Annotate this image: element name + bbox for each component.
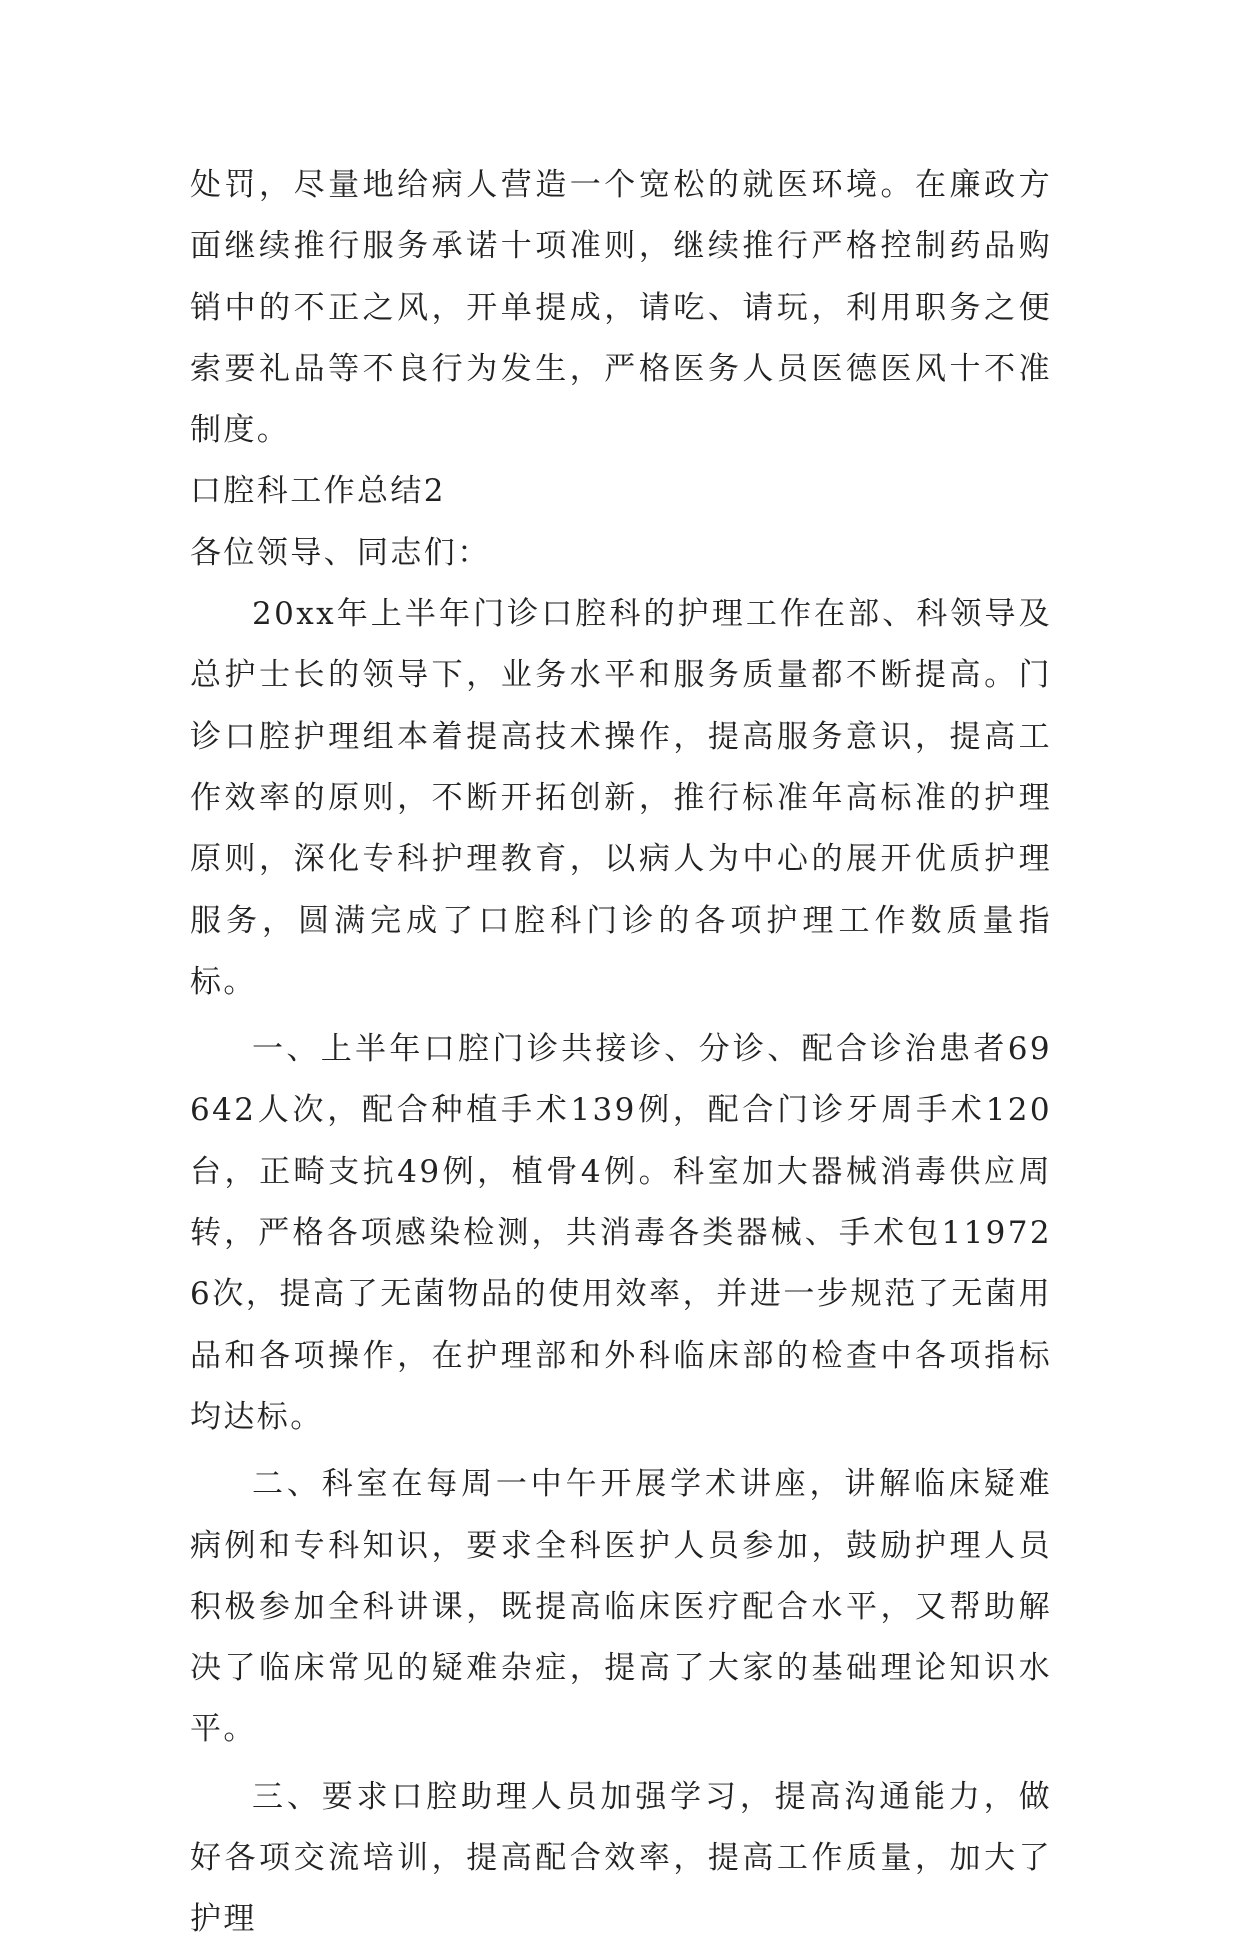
continuation-paragraph: 处罚，尽量地给病人营造一个宽松的就医环境。在廉政方面继续推行服务承诺十项准则，继续推行严格控制药品购销中的不正之风，开单提成，请吃、请玩，利用职务之便索要礼品等不良行为发生，严格医务人员医德医风十不准制度。 <box>190 167 1052 449</box>
paragraph-item-3: 三、要求口腔助理人员加强学习，提高沟通能力，做好各项交流培训，提高配合效率，提高工作质量，加大了护理 <box>190 1778 1052 1938</box>
paragraph-item-2: 二、科室在每周一中午开展学术讲座，讲解临床疑难病例和专科知识，要求全科医护人员参加，鼓励护理人员积极参加全科讲课，既提高临床医疗配合水平，又帮助解决了临床常见的疑难杂症，提高了大家的基础理论知识水平。 <box>190 1466 1052 1748</box>
section-title: 口腔科工作总结2 <box>190 473 446 510</box>
paragraph-item-1: 一、上半年口腔门诊共接诊、分诊、配合诊治患者69642人次，配合种植手术139例，配合门诊牙周手术120台，正畸支抗49例，植骨4例。科室加大器械消毒供应周转，严格各项感染检测，共消毒各类器械、手术包119726次，提高了无菌物品的使用效率，并进一步规范了无菌用品和各项操作，在护理部和外科临床部的检查中各项指标均达标。 <box>190 1031 1052 1435</box>
document-body <box>190 155 1052 1951</box>
salutation: 各位领导、同志们： <box>190 534 491 571</box>
paragraph-intro: 20xx年上半年门诊口腔科的护理工作在部、科领导及总护士长的领导下，业务水平和服务质量都不断提高。门诊口腔护理组本着提高技术操作，提高服务意识，提高工作效率的原则，不断开拓创新，推行标准年高标准的护理原则，深化专科护理教育，以病人为中心的展开优质护理服务，圆满完成了口腔科门诊的各项护理工作数质量指标。 <box>190 596 1052 1000</box>
